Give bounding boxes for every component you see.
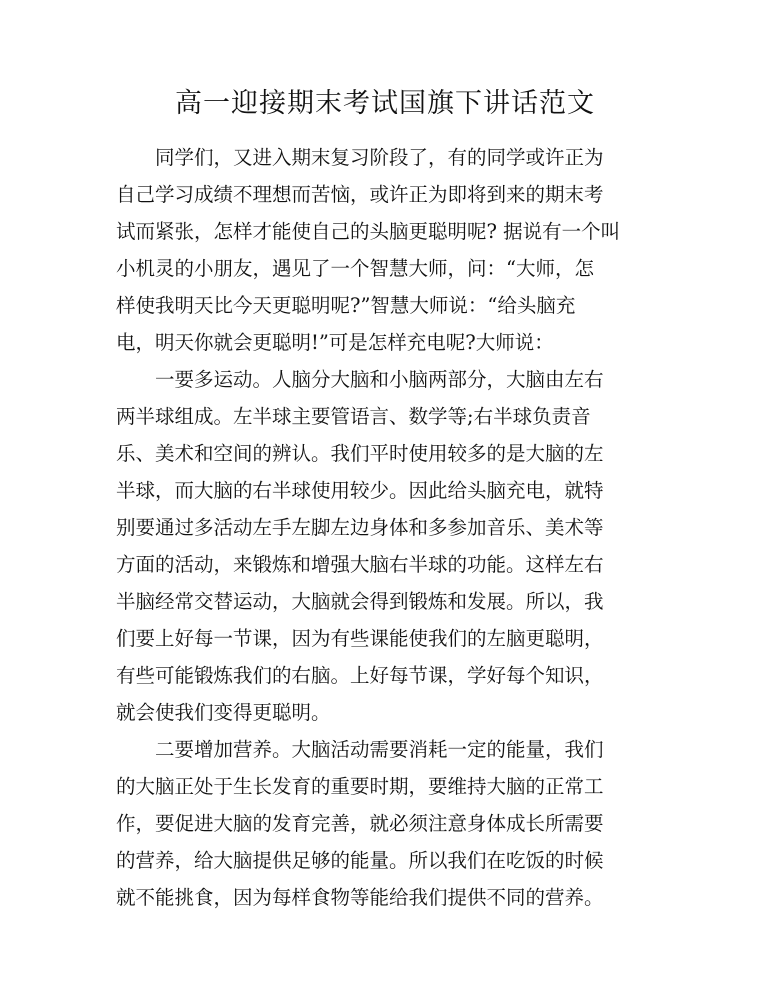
text-line: 半脑经常交替运动，大脑就会得到锻炼和发展。所以，我 [116,590,604,613]
text-line: 试而紧张，怎样才能使自己的头脑更聪明呢? 据说有一个叫 [116,220,621,243]
text-line: 乐、美术和空间的辨认。我们平时使用较多的是大脑的左 [116,442,604,465]
text-line: 就不能挑食，因为每样食物等能给我们提供不同的营养。 [116,886,604,909]
text-line: 半球，而大脑的右半球使用较少。因此给头脑充电，就特 [116,479,604,502]
text-line: 有些可能锻炼我们的右脑。上好每节课，学好每个知识， [116,664,604,687]
text-line: 二要增加营养。大脑活动需要消耗一定的能量，我们 [116,738,604,761]
text-line: 就会使我们变得更聪明。 [116,701,331,724]
document-body [116,139,656,916]
text-line: 两半球组成。左半球主要管语言、数学等;右半球负责音 [116,405,591,428]
text-line: 别要通过多活动左手左脚左边身体和多参加音乐、美术等 [116,516,604,539]
text-line: 小机灵的小朋友，遇见了一个智慧大师，问：“大师，怎 [116,257,594,280]
text-line: 作，要促进大脑的发育完善，就必须注意身体成长所需要 [116,812,604,835]
text-line: 同学们，又进入期末复习阶段了，有的同学或许正为 [116,146,604,169]
text-line: 的营养，给大脑提供足够的能量。所以我们在吃饭的时候 [116,849,604,872]
text-line: 们要上好每一节课，因为有些课能使我们的左脑更聪明， [116,627,604,650]
text-line: 样使我明天比今天更聪明呢?”智慧大师说：“给头脑充 [116,294,576,317]
text-line: 的大脑正处于生长发育的重要时期，要维持大脑的正常工 [116,775,604,798]
text-line: 一要多运动。人脑分大脑和小脑两部分，大脑由左右 [116,368,604,391]
text-line: 方面的活动，来锻炼和增强大脑右半球的功能。这样左右 [116,553,604,576]
document-title: 高一迎接期末考试国旗下讲话范文 [175,88,595,119]
text-line: 自己学习成绩不理想而苦恼，或许正为即将到来的期末考 [116,183,604,206]
text-line: 电，明天你就会更聪明!”可是怎样充电呢?大师说： [116,331,554,354]
